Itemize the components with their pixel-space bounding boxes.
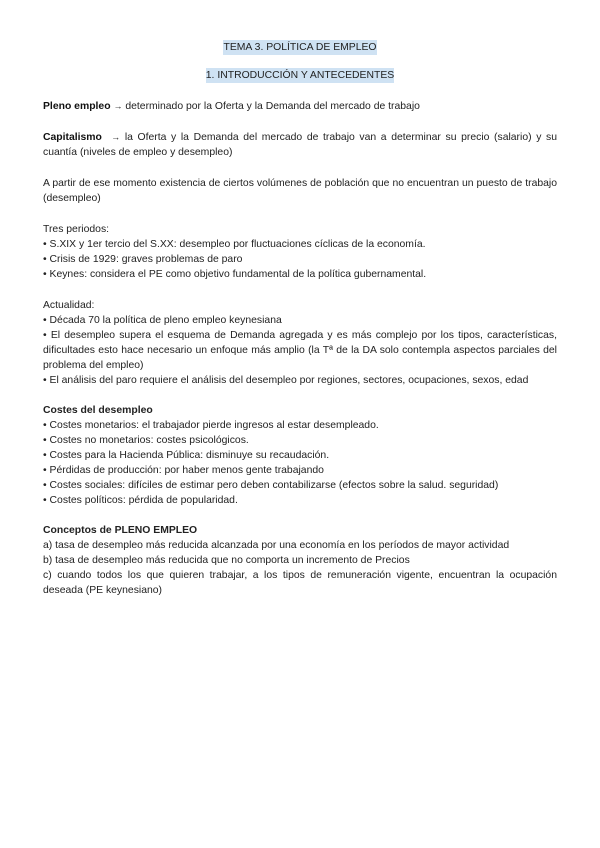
periodos-heading: Tres periodos:	[43, 224, 110, 235]
list-item: • Costes políticos: pérdida de popularidad.	[43, 493, 557, 508]
list-item: • Pérdidas de producción: por haber menos gente trabajando	[43, 463, 557, 478]
pleno-empleo-term: Pleno empleo	[43, 101, 111, 112]
concepto-item: c) cuando todos los que quieren trabajar, a los tipos de remuneración vigente, encuentran la ocupación deseada (PE keynesiano)	[43, 570, 557, 596]
actualidad-list	[43, 313, 557, 388]
list-item: • Costes no monetarios: costes psicológicos.	[43, 433, 557, 448]
arrow-icon: →	[111, 132, 121, 142]
capitalismo-text: la Oferta y la Demanda del mercado de trabajo van a determinar su precio (salario) y su cuantía (niveles de empleo y desempleo)	[43, 132, 557, 158]
list-item: • El desempleo supera el esquema de Demanda agregada y es más complejo por los tipos, características, dificultades esto hace necesario un enfoque más amplio (la Tª de la DA solo contempla aspectos parciales del problema del empleo)	[43, 328, 557, 373]
section-title: 1. INTRODUCCIÓN Y ANTECEDENTES	[205, 70, 395, 81]
actualidad-heading: Actualidad:	[43, 300, 95, 311]
concepto-item: a) tasa de desempleo más reducida alcanzada por una economía en los períodos de mayor actividad	[43, 540, 510, 551]
intro-paragraph: A partir de ese momento existencia de ciertos volúmenes de población que no encuentran un puesto de trabajo (desempleo)	[43, 178, 557, 204]
list-item: • Keynes: considera el PE como objetivo fundamental de la política gubernamental.	[43, 267, 557, 282]
list-item: • Costes monetarios: el trabajador pierde ingresos al estar desempleado.	[43, 418, 557, 433]
concepto-item: b) tasa de desempleo más reducida que no comporta un incremento de Precios	[43, 555, 410, 566]
conceptos-heading: Conceptos de PLENO EMPLEO	[43, 525, 198, 536]
list-item: • El análisis del paro requiere el análisis del desempleo por regiones, sectores, ocupaciones, sexos, edad	[43, 373, 557, 388]
costes-list	[43, 418, 557, 508]
periodos-list	[43, 237, 557, 282]
pleno-empleo-text: determinado por la Oferta y la Demanda del mercado de trabajo	[125, 101, 420, 112]
capitalismo-definition	[43, 130, 557, 160]
list-item: • Costes para la Hacienda Pública: disminuye su recaudación.	[43, 448, 557, 463]
arrow-icon: →	[113, 101, 123, 111]
list-item: • Crisis de 1929: graves problemas de paro	[43, 252, 557, 267]
title-block	[43, 40, 557, 83]
document-title: TEMA 3. POLÍTICA DE EMPLEO	[223, 42, 377, 53]
capitalismo-term: Capitalismo	[43, 132, 102, 143]
list-item: • S.XIX y 1er tercio del S.XX: desempleo por fluctuaciones cíclicas de la economía.	[43, 237, 557, 252]
document-page	[43, 40, 557, 598]
list-item: • Década 70 la política de pleno empleo keynesiana	[43, 313, 557, 328]
list-item: • Costes sociales: difíciles de estimar pero deben contabilizarse (efectos sobre la salud. seguridad)	[43, 478, 557, 493]
costes-heading: Costes del desempleo	[43, 405, 153, 416]
pleno-empleo-definition	[43, 99, 557, 114]
